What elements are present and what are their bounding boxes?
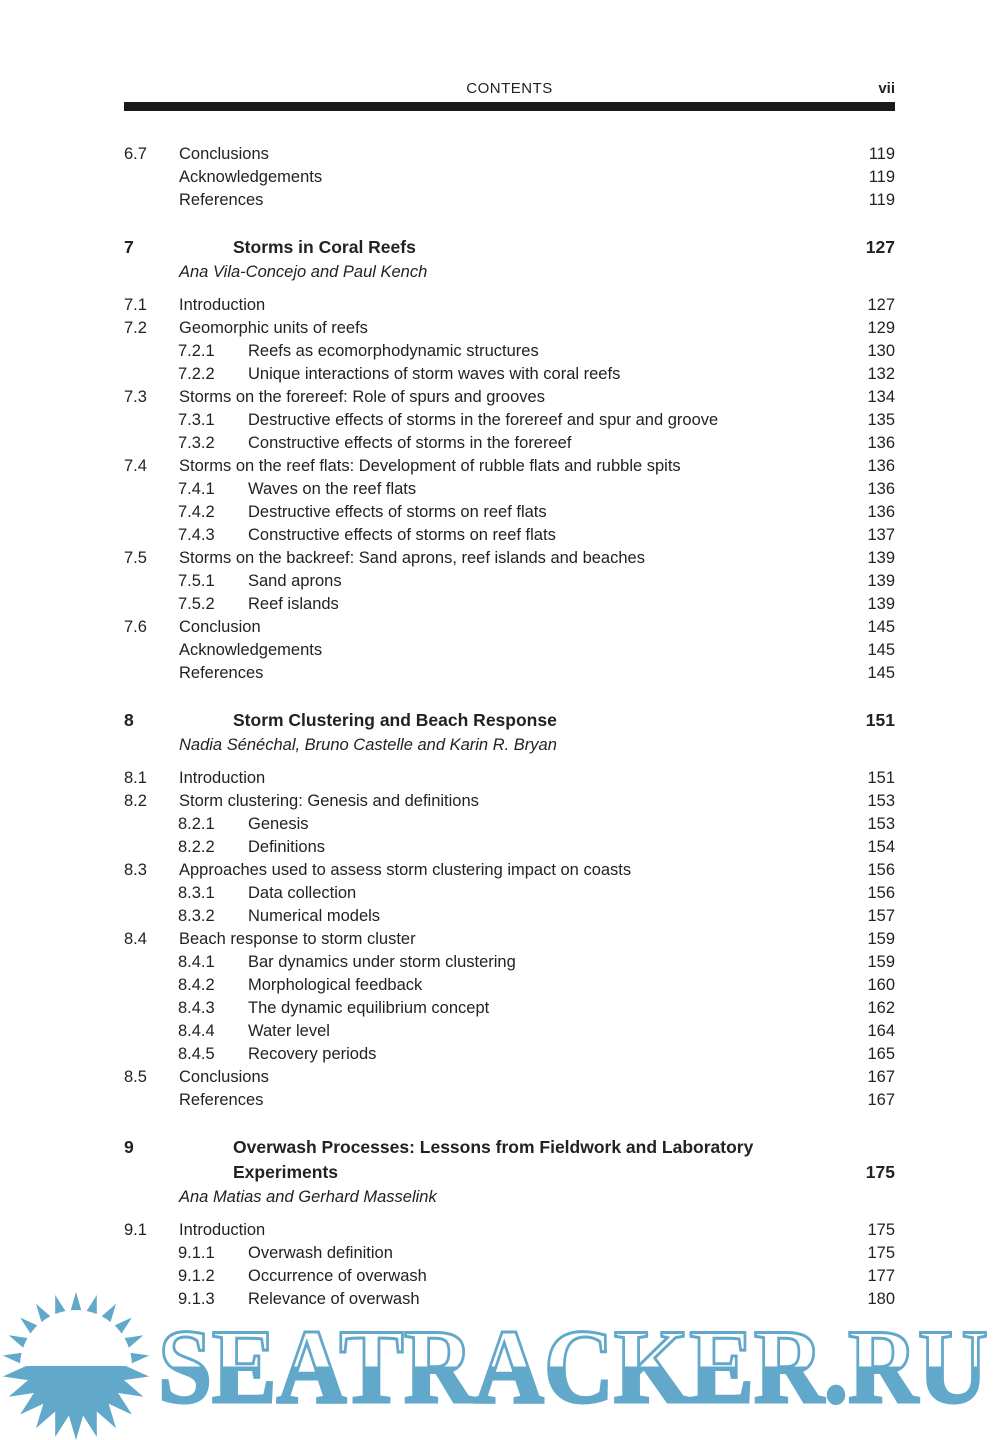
entry-page-number: 160: [867, 976, 895, 994]
entry-number: 8: [124, 710, 134, 730]
entry-page-number: 153: [867, 792, 895, 810]
entry-number: 8.1: [124, 769, 147, 787]
toc-entry: [124, 570, 895, 593]
entry-page-number: 156: [867, 884, 895, 902]
entry-number: 7.2: [124, 319, 147, 337]
entry-page-number: 151: [867, 769, 895, 787]
toc-entry: [124, 767, 895, 790]
toc-entry: [124, 997, 895, 1020]
entry-number: 9.1.3: [178, 1290, 215, 1308]
entry-title: References: [179, 1091, 264, 1109]
header-title: CONTENTS: [466, 80, 553, 97]
entry-title: Geomorphic units of reefs: [179, 319, 368, 337]
toc-entry: [124, 1265, 895, 1288]
entry-page-number: 139: [867, 549, 895, 567]
entry-number: 8.3: [124, 861, 147, 879]
entry-title: Morphological feedback: [248, 976, 423, 994]
entry-number: 9.1.1: [178, 1244, 215, 1262]
entry-page-number: 153: [867, 815, 895, 833]
entry-title: Overwash Processes: Lessons from Fieldwork and Laboratory Experiments: [233, 1137, 754, 1182]
entry-page-number: 119: [868, 191, 895, 209]
entry-page-number: 135: [867, 411, 895, 429]
entry-title: Storm clustering: Genesis and definitions: [179, 792, 479, 810]
entry-title: Conclusions: [179, 145, 269, 163]
chapter-authors: Ana Vila-Concejo and Paul Kench: [179, 263, 428, 281]
running-header: [124, 80, 895, 100]
entry-number: 8.3.1: [178, 884, 215, 902]
entry-page-number: 154: [867, 838, 895, 856]
entry-page-number: 175: [865, 1162, 895, 1182]
entry-title: Sand aprons: [248, 572, 342, 590]
toc-entry: [124, 974, 895, 997]
entry-title: Water level: [248, 1022, 330, 1040]
entry-title: Numerical models: [248, 907, 381, 925]
entry-title: Waves on the reef flats: [248, 480, 417, 498]
toc-entry: [124, 1242, 895, 1265]
entry-number: 7.3.2: [178, 434, 215, 452]
entry-number: 7.3.1: [178, 411, 215, 429]
entry-page-number: 145: [867, 641, 895, 659]
toc-entry: [124, 882, 895, 905]
entry-number: 7.6: [124, 618, 147, 636]
entry-title: Destructive effects of storms in the forereef and spur and groove: [248, 411, 719, 429]
entry-number: 8.4.2: [178, 976, 215, 994]
sun-icon: [3, 1292, 149, 1440]
entry-title: Constructive effects of storms on reef flats: [248, 526, 556, 544]
entry-title: Storms in Coral Reefs: [233, 237, 416, 257]
toc-entry: [124, 836, 895, 859]
entry-page-number: 145: [867, 664, 895, 682]
toc-entry: [124, 501, 895, 524]
entry-number: 9.1.2: [178, 1267, 215, 1285]
toc-entry: [124, 662, 895, 685]
entry-title: Relevance of overwash: [248, 1290, 420, 1308]
toc-entry: [124, 294, 895, 317]
toc-authors: [124, 260, 895, 285]
entry-title: References: [179, 191, 264, 209]
toc-chapter: [124, 1135, 895, 1185]
table-of-contents: [124, 143, 895, 1311]
toc-entry: [124, 616, 895, 639]
toc-entry: [124, 951, 895, 974]
entry-number: 8.4: [124, 930, 147, 948]
toc-entry: [124, 524, 895, 547]
entry-page-number: 175: [867, 1244, 895, 1262]
entry-title: Reefs as ecomorphodynamic structures: [248, 342, 539, 360]
toc-entry: [124, 455, 895, 478]
entry-title: Beach response to storm cluster: [179, 930, 416, 948]
toc-entry: [124, 1089, 895, 1112]
entry-page-number: 136: [867, 503, 895, 521]
entry-number: 7.4.2: [178, 503, 215, 521]
toc-entry: [124, 639, 895, 662]
entry-page-number: 162: [867, 999, 895, 1017]
toc-entry: [124, 859, 895, 882]
entry-page-number: 164: [867, 1022, 895, 1040]
entry-number: 8.5: [124, 1068, 147, 1086]
entry-title: Reef islands: [248, 595, 339, 613]
entry-title: Introduction: [179, 769, 266, 787]
chapter-authors: Ana Matias and Gerhard Masselink: [179, 1188, 437, 1206]
entry-title: Storms on the backreef: Sand aprons, reef islands and beaches: [179, 549, 645, 567]
entry-page-number: 134: [867, 388, 895, 406]
entry-page-number: 145: [867, 618, 895, 636]
entry-title: Storms on the forereef: Role of spurs and grooves: [179, 388, 545, 406]
toc-entry: [124, 813, 895, 836]
entry-title: Constructive effects of storms in the forereef: [248, 434, 572, 452]
toc-entry: [124, 340, 895, 363]
entry-number: 7.5.2: [178, 595, 215, 613]
entry-title: Introduction: [179, 1221, 266, 1239]
entry-page-number: 127: [865, 237, 895, 257]
entry-number: 7.4.1: [178, 480, 215, 498]
entry-page-number: 159: [867, 930, 895, 948]
entry-page-number: 136: [867, 434, 895, 452]
toc-entry: [124, 386, 895, 409]
entry-number: 8.2.1: [178, 815, 215, 833]
toc-entry: [124, 928, 895, 951]
entry-number: 8.4.4: [178, 1022, 215, 1040]
entry-title: Destructive effects of storms on reef flats: [248, 503, 547, 521]
entry-page-number: 167: [867, 1091, 895, 1109]
header-page-number: vii: [878, 80, 895, 97]
entry-title: Approaches used to assess storm clustering impact on coasts: [179, 861, 632, 879]
entry-number: 8.3.2: [178, 907, 215, 925]
entry-page-number: 119: [868, 145, 895, 163]
entry-title: Data collection: [248, 884, 357, 902]
entry-number: 8.4.5: [178, 1045, 215, 1063]
entry-page-number: 167: [867, 1068, 895, 1086]
entry-title: The dynamic equilibrium concept: [248, 999, 490, 1017]
toc-entry: [124, 363, 895, 386]
toc-authors: [124, 733, 895, 758]
entry-page-number: 136: [867, 457, 895, 475]
entry-title: Storms on the reef flats: Development of rubble flats and rubble spits: [179, 457, 681, 475]
toc-entry: [124, 905, 895, 928]
entry-page-number: 137: [867, 526, 895, 544]
entry-title: Overwash definition: [248, 1244, 393, 1262]
toc-entry: [124, 189, 895, 212]
entry-title: Genesis: [248, 815, 309, 833]
toc-entry: [124, 143, 895, 166]
entry-number: 7.1: [124, 296, 147, 314]
entry-page-number: 129: [867, 319, 895, 337]
entry-title: Occurrence of overwash: [248, 1267, 427, 1285]
toc-entry: [124, 1066, 895, 1089]
entry-title: Unique interactions of storm waves with coral reefs: [248, 365, 621, 383]
toc-chapter: [124, 235, 895, 260]
entry-title: Storm Clustering and Beach Response: [233, 710, 557, 730]
toc-entry: [124, 790, 895, 813]
entry-page-number: 139: [867, 595, 895, 613]
entry-page-number: 159: [867, 953, 895, 971]
toc-entry: [124, 593, 895, 616]
entry-page-number: 180: [867, 1290, 895, 1308]
entry-number: 8.2.2: [178, 838, 215, 856]
entry-number: 8.4.3: [178, 999, 215, 1017]
entry-page-number: 132: [867, 365, 895, 383]
entry-page-number: 157: [867, 907, 895, 925]
entry-page-number: 119: [868, 168, 895, 186]
entry-page-number: 165: [867, 1045, 895, 1063]
toc-entry: [124, 1020, 895, 1043]
entry-number: 8.2: [124, 792, 147, 810]
entry-title: Recovery periods: [248, 1045, 377, 1063]
entry-title: Definitions: [248, 838, 326, 856]
entry-number: 7.2.2: [178, 365, 215, 383]
entry-number: 7: [124, 237, 134, 257]
toc-entry: [124, 478, 895, 501]
entry-number: 7.5.1: [178, 572, 215, 590]
entry-title: Bar dynamics under storm clustering: [248, 953, 516, 971]
entry-page-number: 156: [867, 861, 895, 879]
entry-number: 6.7: [124, 145, 147, 163]
entry-number: 7.3: [124, 388, 147, 406]
watermark-text: SEATRACKER.RU: [158, 1308, 988, 1425]
entry-title: Conclusion: [179, 618, 261, 636]
toc-entry: [124, 1219, 895, 1242]
toc-chapter: [124, 708, 895, 733]
toc-authors: [124, 1185, 895, 1210]
entry-number: 9: [124, 1137, 134, 1157]
toc-entry: [124, 547, 895, 570]
toc-entry: [124, 409, 895, 432]
entry-number: 7.2.1: [178, 342, 215, 360]
entry-title: References: [179, 664, 264, 682]
entry-page-number: 151: [865, 710, 895, 730]
entry-title: Acknowledgements: [179, 641, 323, 659]
header-rule: [124, 102, 895, 111]
entry-number: 8.4.1: [178, 953, 215, 971]
chapter-authors: Nadia Sénéchal, Bruno Castelle and Karin R. Bryan: [179, 736, 557, 754]
entry-title: Conclusions: [179, 1068, 269, 1086]
entry-title: Acknowledgements: [179, 168, 323, 186]
entry-number: 7.5: [124, 549, 147, 567]
entry-number: 7.4.3: [178, 526, 215, 544]
entry-page-number: 127: [867, 296, 895, 314]
entry-page-number: 177: [867, 1267, 895, 1285]
entry-number: 9.1: [124, 1221, 147, 1239]
toc-entry: [124, 166, 895, 189]
entry-page-number: 130: [867, 342, 895, 360]
toc-entry: [124, 432, 895, 455]
entry-page-number: 136: [867, 480, 895, 498]
toc-entry: [124, 1043, 895, 1066]
entry-number: 7.4: [124, 457, 147, 475]
watermark-logo: [0, 1290, 1004, 1440]
entry-page-number: 175: [867, 1221, 895, 1239]
toc-entry: [124, 317, 895, 340]
entry-title: Introduction: [179, 296, 266, 314]
entry-page-number: 139: [867, 572, 895, 590]
